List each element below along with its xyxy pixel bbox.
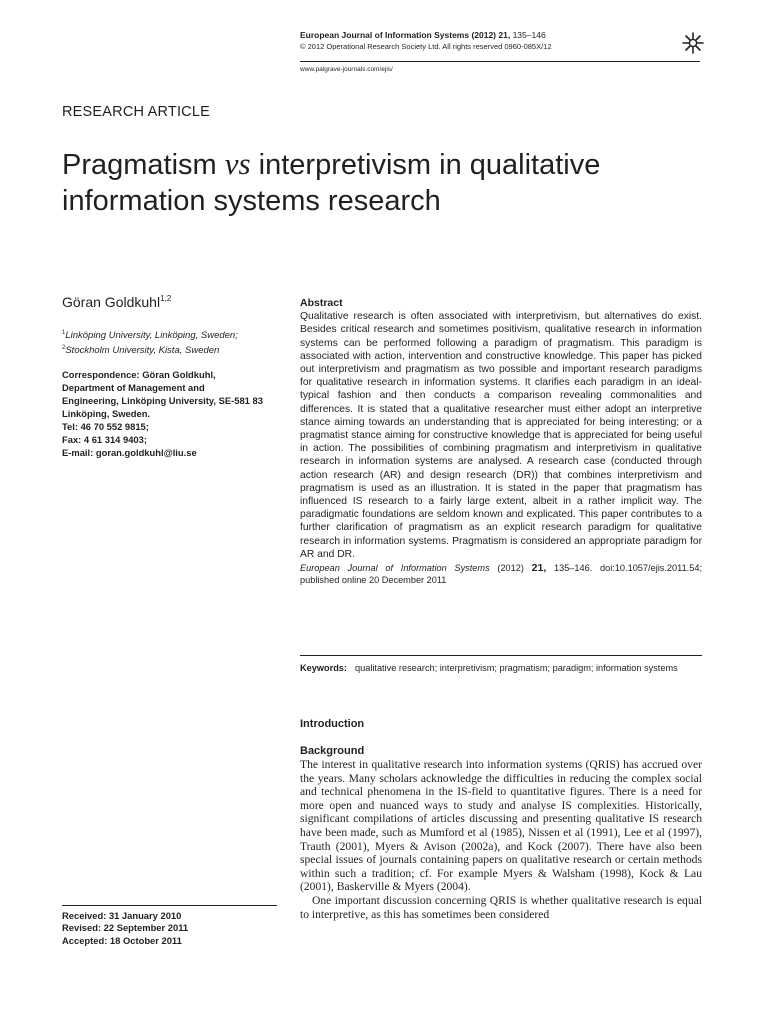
journal-url[interactable]: www.palgrave-journals.com/ejis/	[300, 66, 393, 73]
journal-pages: 135–146	[512, 30, 546, 40]
affiliations	[62, 327, 238, 357]
citation-volume: 21,	[531, 562, 547, 575]
keywords	[300, 663, 702, 675]
correspondence-fax: Fax: 4 61 314 9403;	[62, 434, 147, 445]
affiliation-sup: 2	[62, 345, 66, 351]
citation	[300, 562, 702, 587]
correspondence-phone: Tel: 46 70 552 9815;	[62, 421, 149, 432]
affiliation-sup: 1	[62, 330, 66, 336]
revised-date: Revised: 22 September 2011	[62, 922, 189, 934]
article-title	[62, 146, 722, 219]
correspondence-line: Engineering, Linköping University, SE-581 83	[62, 395, 263, 406]
affiliation-1	[62, 327, 238, 342]
correspondence-line: Correspondence: Göran Goldkuhl,	[62, 369, 216, 380]
abstract-text: Qualitative research is often associated with interpretivism, but alternatives do exist. Besides critical research and sometimes positivism, qualitative research in information systems can be performed following a paradigm of pragmatism. This paradigm is associated with action, intervention and constructive knowledge. This paper has picked out interpretivism and pragmatism as two possible and important research paradigms for qualitative research in information systems. It clarifies each paradigm in an ideal-typical fashion and then conducts a comparison revealing commonalities and differences. It is stated that a qualitative researcher must either adopt an interpretive stance aiming towards an understanding that is appreciated for being interesting; or a pragmatist stance aiming for constructive knowledge that is appreciated for being useful in action. The possibilities of combining pragmatism and interpretivism in qualitative research in information systems are analysed. A research case (conducted through action research (AR) and design research (DR)) that combines interpretivism and pragmatism is used as an illustration. It is stated in the paper that pragmatism has influenced IS research to a fairly large extent, albeit in a rather implicit way. The paradigmatic foundations are seldom known and explicated. This paper contributes to a further clarification of pragmatism as an explicit research paradigm for qualitative research in information systems. Pragmatism is considered an appropriate paradigm for AR and DR.	[300, 311, 702, 560]
affiliation-text: Stockholm University, Kista, Sweden	[65, 345, 220, 356]
author	[62, 294, 171, 310]
article-dates	[62, 910, 188, 947]
correspondence	[62, 368, 287, 459]
correspondence-line: Department of Management and	[62, 382, 205, 393]
title-part-2: interpretivism in qualitative information systems research	[62, 149, 601, 217]
accepted-date: Accepted: 18 October 2011	[62, 934, 182, 946]
paragraph: One important discussion concerning QRIS is whether qualitative research is equal to interpretive, as this has sometimes been considered	[300, 893, 702, 921]
header-divider	[300, 61, 700, 62]
title-vs: vs	[224, 146, 251, 181]
paragraph: The interest in qualitative research into information systems (QRIS) has accrued over the years. Many scholars acknowledge the difficulties in reducing the complex social and technical phenomena in the IS-field to quantitative figures. There is a need for more open and nuanced ways to study and analyse IS complexities. Historically, significant compilations of articles discussing and presenting qualitative IS research have been made, such as Mumford et al (1985), Nissen et al (1991), Lee et al (1997), Trauth (2001), Myers & Avison (2002a), and Kock (2007). There have also been special issues of journals containing papers on qualitative research or certain methods within such a tradition; cf. For example Myers & Walsham (1998), Kock & Lau (2001), Baskerville & Myers (2004).	[300, 758, 702, 894]
journal-header	[300, 30, 546, 40]
abstract	[300, 297, 702, 587]
section-label: RESEARCH ARTICLE	[62, 104, 210, 120]
abstract-heading: Abstract	[300, 297, 343, 309]
author-affil-sup: 1,2	[160, 294, 172, 303]
citation-rest: 135–146. doi:10.1057/ejis.2011.54; published online 20 December 2011	[300, 563, 702, 586]
background-subheading: Background	[300, 745, 365, 757]
journal-name: European Journal of Information Systems (2012) 21,	[300, 30, 511, 40]
keywords-text: qualitative research; interpretivism; pragmatism; paradigm; information systems	[354, 663, 678, 673]
dates-divider	[62, 905, 277, 906]
citation-journal: European Journal of Information Systems	[300, 563, 490, 574]
keywords-label: Keywords:	[300, 663, 347, 673]
affiliation-2	[62, 342, 238, 357]
affiliation-text: Linköping University, Linköping, Sweden;	[65, 330, 238, 341]
publisher-logo-icon	[682, 32, 704, 54]
correspondence-email[interactable]: E-mail: goran.goldkuhl@liu.se	[62, 447, 197, 458]
author-name: Göran Goldkuhl	[62, 294, 161, 310]
introduction-heading: Introduction	[300, 718, 365, 730]
title-part-1: Pragmatism	[62, 149, 225, 181]
citation-year: (2012)	[489, 563, 532, 574]
received-date: Received: 31 January 2010	[62, 910, 182, 921]
copyright-line: © 2012 Operational Research Society Ltd. All rights reserved 0960-085X/12	[300, 42, 552, 51]
abstract-divider	[300, 655, 702, 656]
correspondence-line: Linköping, Sweden.	[62, 408, 151, 419]
introduction-body	[300, 758, 702, 921]
